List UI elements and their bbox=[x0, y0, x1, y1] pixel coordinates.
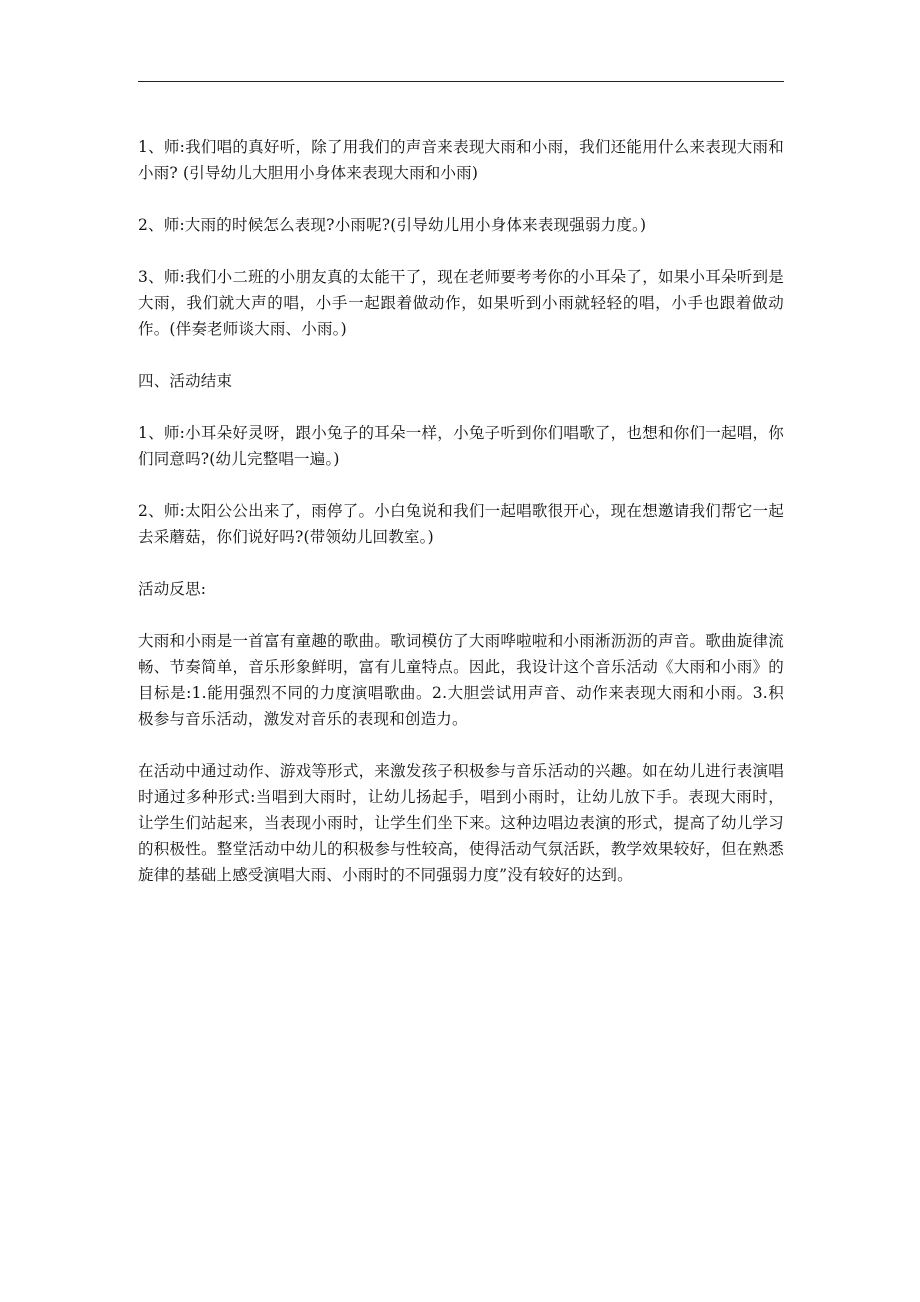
section-heading-reflection: 活动反思: bbox=[138, 580, 207, 598]
paragraph-end-step-1: 1、师:小耳朵好灵呀，跟小兔子的耳朵一样，小兔子听到你们唱歌了，也想和你们一起唱，你们同意吗?(幼儿完整唱一遍。) bbox=[138, 424, 784, 468]
paragraph-step-3: 3、师:我们小二班的小朋友真的太能干了，现在老师要考考你的小耳朵了，如果小耳朵听到是大雨，我们就大声的唱，小手一起跟着做动作，如果听到小雨就轻轻的唱，小手也跟着做动作。(伴奏老师谈大雨、小雨。) bbox=[138, 268, 784, 338]
section-heading-activity-end: 四、活动结束 bbox=[138, 372, 233, 390]
paragraph-step-2: 2、师:大雨的时候怎么表现?小雨呢?(引导幼儿用小身体来表现强弱力度。) bbox=[138, 216, 647, 234]
document-body bbox=[138, 134, 784, 914]
paragraph-step-1: 1、师:我们唱的真好听，除了用我们的声音来表现大雨和小雨，我们还能用什么来表现大雨和小雨? (引导幼儿大胆用小身体来表现大雨和小雨) bbox=[138, 138, 784, 182]
paragraph-reflection-1: 大雨和小雨是一首富有童趣的歌曲。歌词模仿了大雨哗啦啦和小雨淅沥沥的声音。歌曲旋律流畅、节奏简单，音乐形象鲜明，富有儿童特点。因此，我设计这个音乐活动《大雨和小雨》的目标是:1.能用强烈不同的力度演唱歌曲。2.大胆尝试用声音、动作来表现大雨和小雨。3.积极参与音乐活动，激发对音乐的表现和创造力。 bbox=[138, 632, 784, 728]
header-divider bbox=[138, 81, 784, 82]
paragraph-reflection-2: 在活动中通过动作、游戏等形式，来激发孩子积极参与音乐活动的兴趣。如在幼儿进行表演唱时通过多种形式:当唱到大雨时，让幼儿扬起手，唱到小雨时，让幼儿放下手。表现大雨时，让学生们站起来，当表现小雨时，让学生们坐下来。这种边唱边表演的形式，提高了幼儿学习的积极性。整堂活动中幼儿的积极参与性较高，使得活动气氛活跃，教学效果较好，但在熟悉旋律的基础上感受演唱大雨、小雨时的不同强弱力度”没有较好的达到。 bbox=[138, 762, 784, 884]
paragraph-end-step-2: 2、师:太阳公公出来了，雨停了。小白兔说和我们一起唱歌很开心，现在想邀请我们帮它一起去采蘑菇，你们说好吗?(带领幼儿回教室。) bbox=[138, 502, 784, 546]
